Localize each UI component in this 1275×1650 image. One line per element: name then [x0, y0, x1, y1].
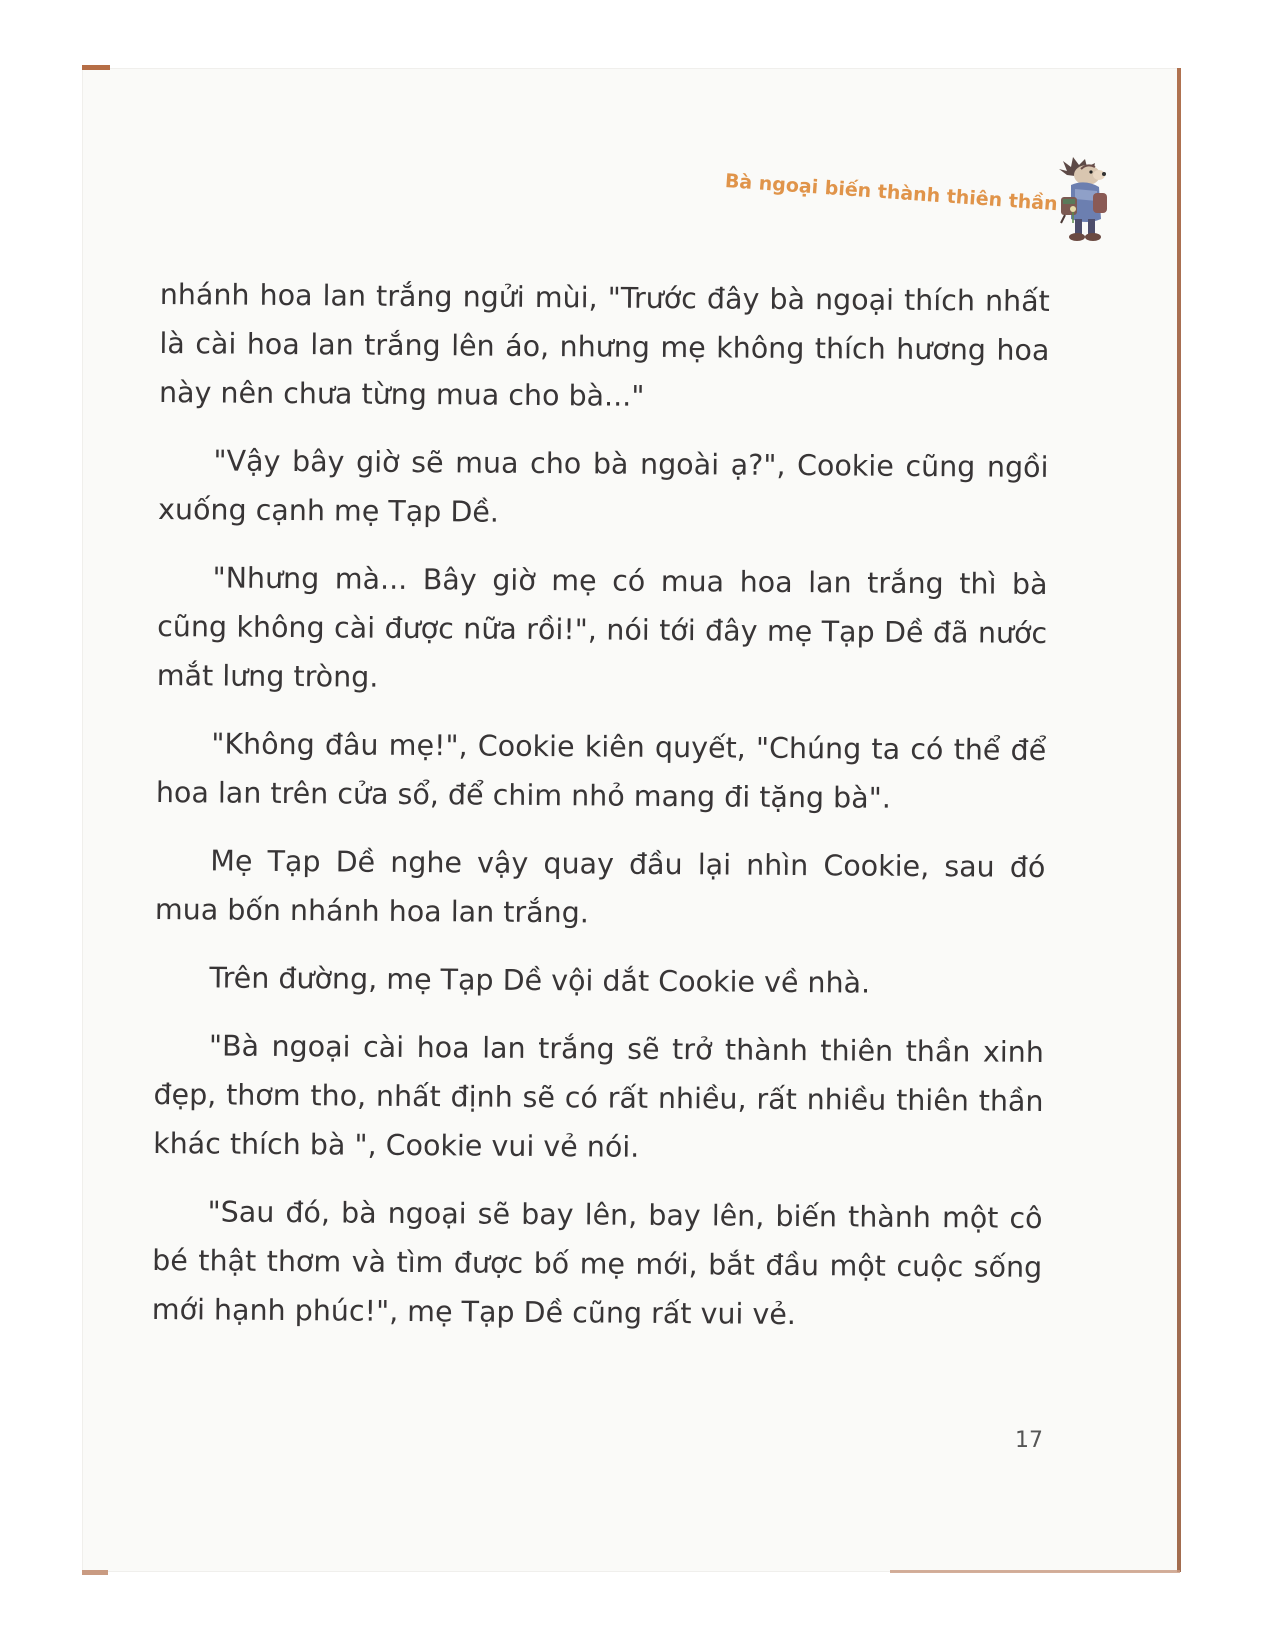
page-edge-bottom-right	[890, 1570, 1180, 1573]
paragraph-5: Mẹ Tạp Dề nghe vậy quay đầu lại nhìn Cookie, sau đó mua bốn nhánh hoa lan trắng.	[154, 844, 1046, 930]
running-header: Bà ngoại biến thành thiên thần	[724, 170, 1059, 216]
paragraph-1: nhánh hoa lan trắng ngửi mùi, "Trước đây bà ngoại thích nhất là cài hoa lan trắng lên áo, nhưng mẹ không thích hương hoa này nên chưa từng mua cho bà..."	[158, 277, 1050, 413]
page-number: 17	[1015, 1428, 1043, 1453]
paragraph-2: "Vậy bây giờ sẽ mua cho bà ngoài ạ?", Cookie cũng ngồi xuống cạnh mẹ Tạp Dề.	[157, 444, 1049, 529]
book-cover-edge-right	[1177, 68, 1181, 1572]
paragraph-3: "Nhưng mà... Bây giờ mẹ có mua hoa lan trắng thì bà cũng không cài được nữa rồi!", nói tới đây mẹ Tạp Dề đã nước mắt lưng tròng.	[156, 561, 1048, 694]
paragraph-7: "Bà ngoại cài hoa lan trắng sẽ trở thành thiên thần xinh đẹp, thơm tho, nhất định sẽ có rất nhiều, rất nhiều thiên thần khác thích bà ", Cookie vui vẻ nói.	[153, 1029, 1045, 1164]
story-body	[151, 270, 1049, 1360]
page-edge-top-left	[82, 65, 110, 70]
hedgehog-icon	[1053, 153, 1117, 251]
paragraph-8: "Sau đó, bà ngoại sẽ bay lên, bay lên, biến thành một cô bé thật thơm và tìm được bố mẹ mới, bắt đầu một cuộc sống mới hạnh phúc!", mẹ Tạp Dề cũng rất vui vẻ.	[151, 1195, 1043, 1332]
page-edge-bottom-left	[82, 1570, 108, 1575]
paragraph-6: Trên đường, mẹ Tạp Dề vội dắt Cookie về nhà.	[209, 961, 871, 1000]
paragraph-4: "Không đâu mẹ!", Cookie kiên quyết, "Chúng ta có thể để hoa lan trên cửa sổ, để chim nhỏ mang đi tặng bà".	[155, 727, 1047, 815]
